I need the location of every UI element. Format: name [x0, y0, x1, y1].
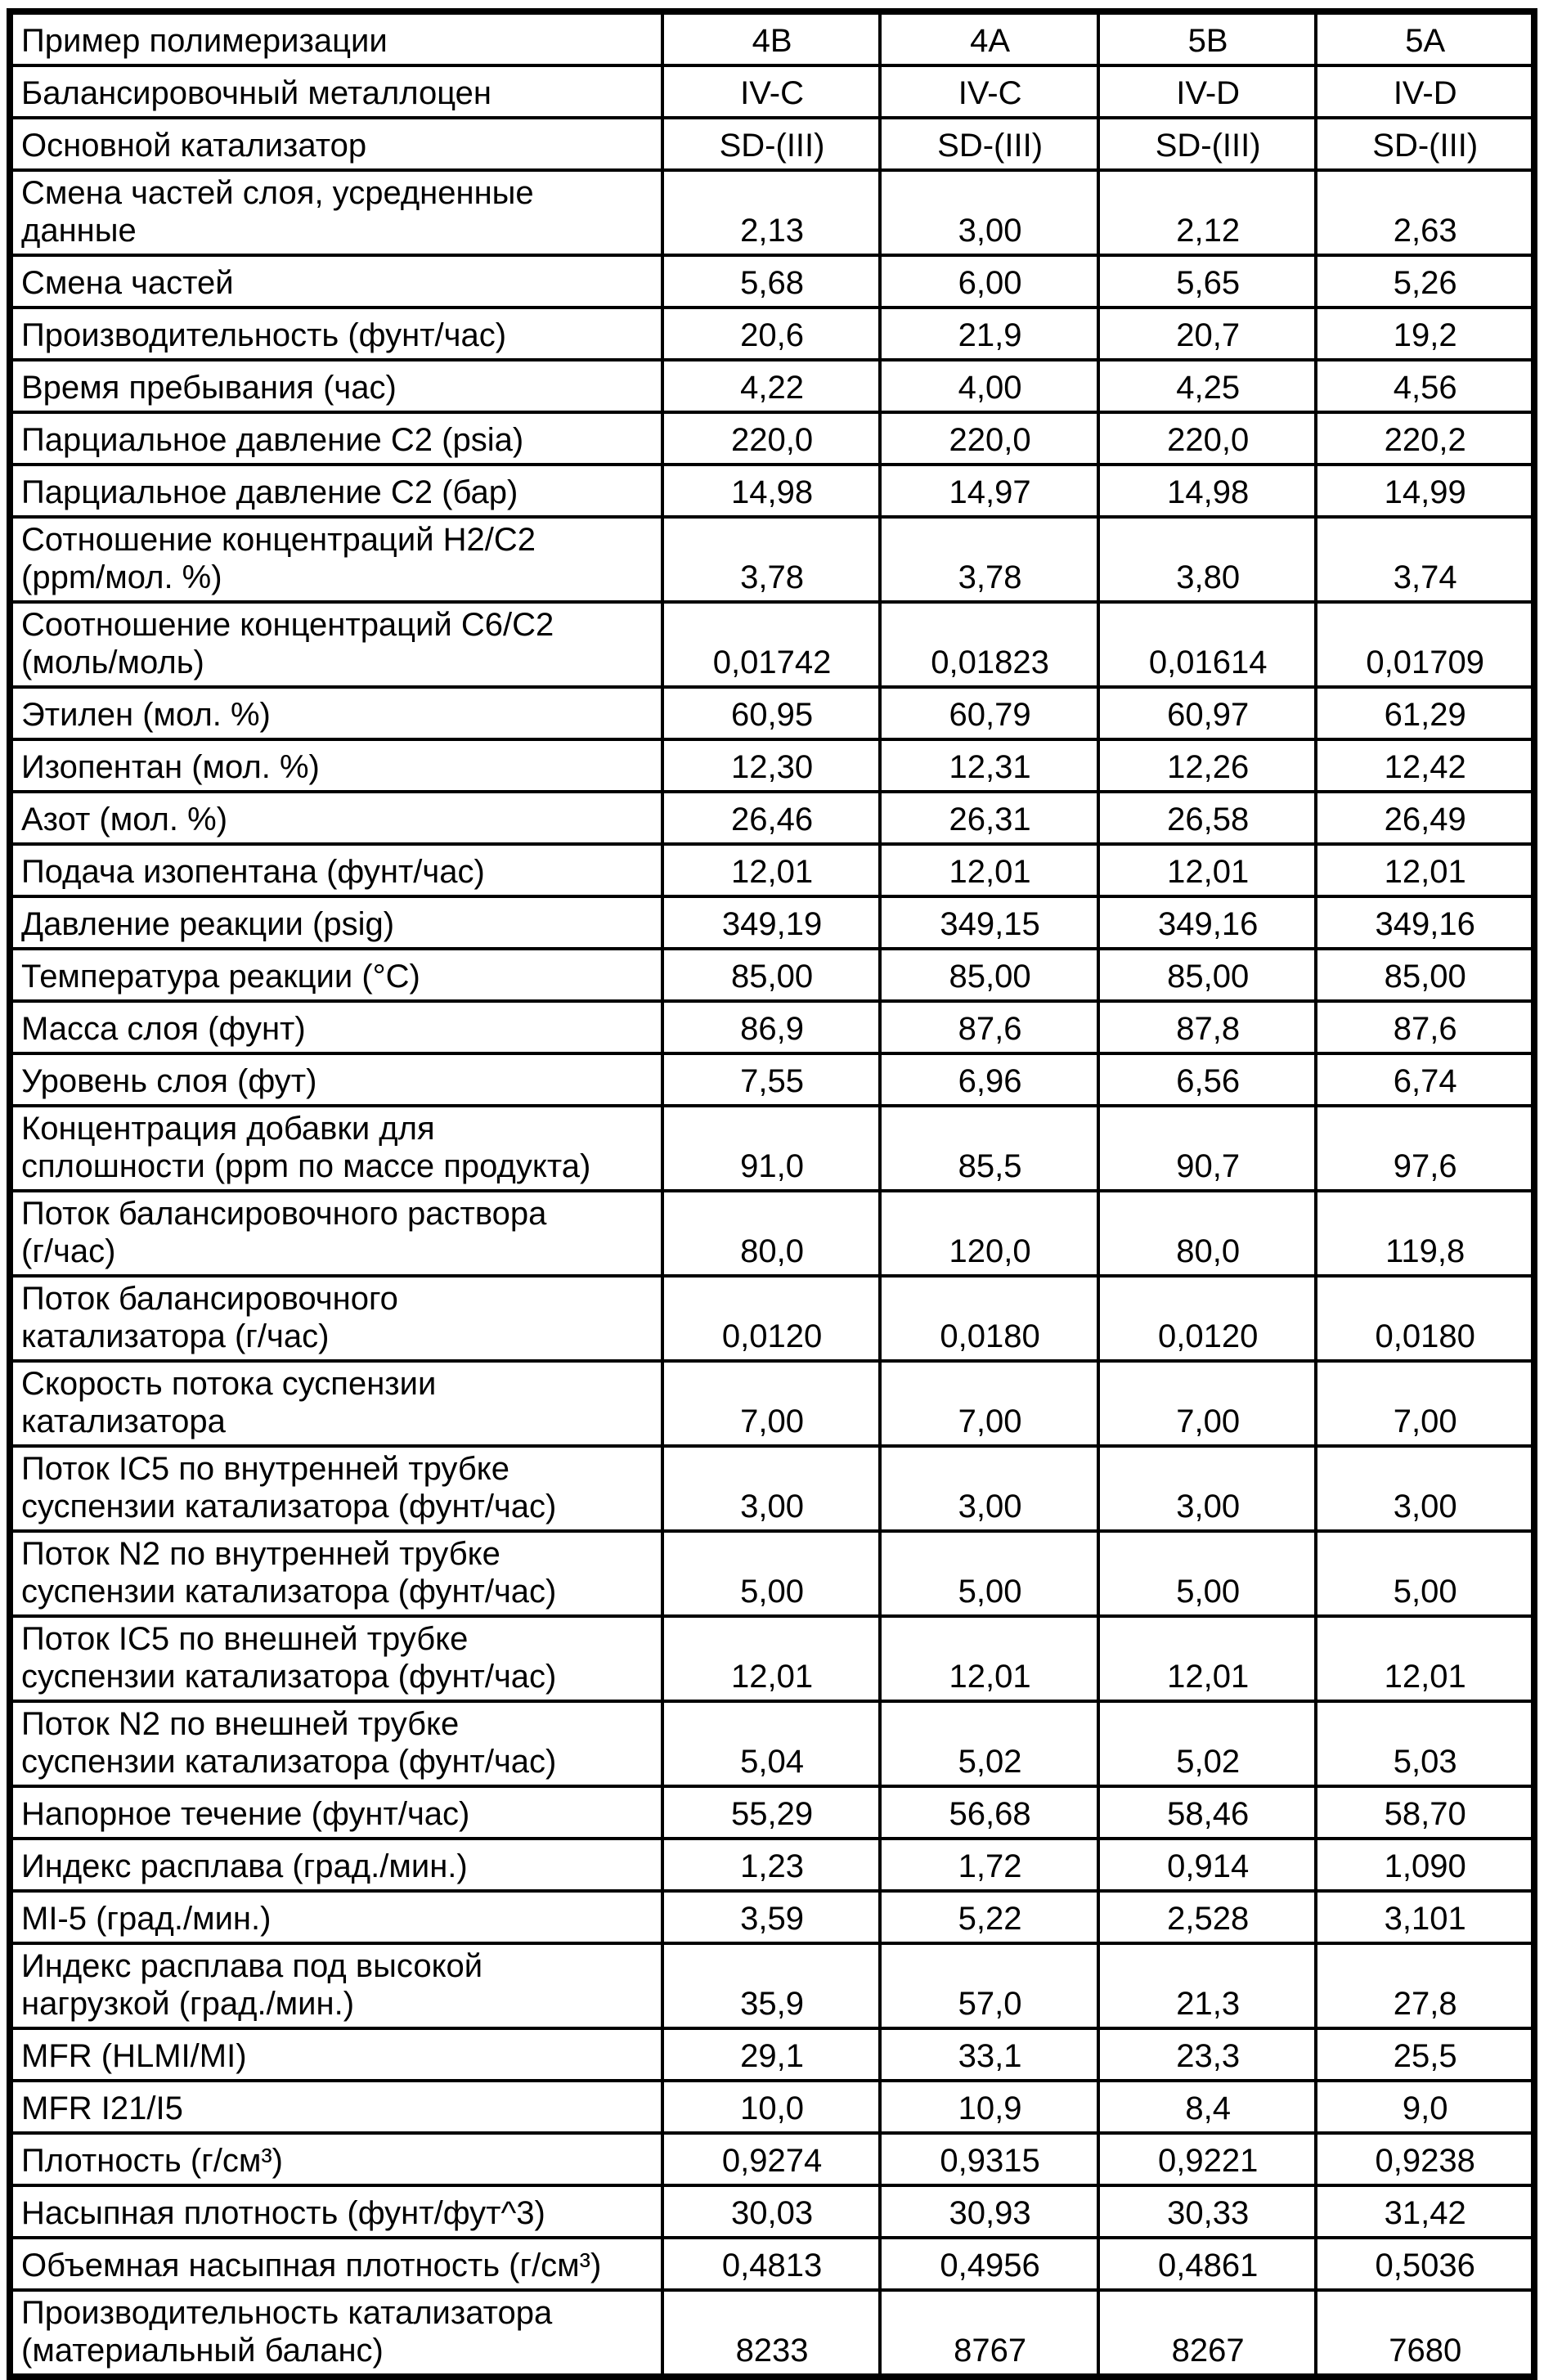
row-label: Объемная насыпная плотность (г/см³) — [10, 2238, 662, 2290]
cell-value: 220,0 — [662, 412, 881, 465]
cell-value: 12,01 — [880, 1616, 1098, 1701]
cell-value: 3,00 — [1316, 1446, 1534, 1531]
table-row — [10, 2185, 1534, 2238]
cell-value: 2,63 — [1316, 170, 1534, 255]
cell-value: 12,01 — [662, 1616, 881, 1701]
cell-value: 6,56 — [1098, 1053, 1317, 1106]
polymerization-data-table — [7, 8, 1537, 2380]
cell-value: 2,528 — [1098, 1891, 1317, 1943]
cell-value: 3,00 — [1098, 1446, 1317, 1531]
cell-value: 58,70 — [1316, 1786, 1534, 1839]
cell-value: 31,42 — [1316, 2185, 1534, 2238]
row-label: Изопентан (мол. %) — [10, 739, 662, 792]
row-label: Скорость потока суспензии катализатора — [10, 1361, 662, 1446]
cell-value: 4,00 — [880, 360, 1098, 412]
cell-value: 5B — [1098, 11, 1317, 65]
cell-value: 85,00 — [1316, 949, 1534, 1001]
table-row — [10, 2133, 1534, 2185]
table-row — [10, 1839, 1534, 1891]
row-label: Поток IC5 по внутренней трубке суспензии катализатора (фунт/час) — [10, 1446, 662, 1531]
table-row — [10, 792, 1534, 844]
table-row — [10, 65, 1534, 118]
cell-value: 5,04 — [662, 1701, 881, 1786]
cell-value: 5,00 — [662, 1531, 881, 1616]
cell-value: 4,25 — [1098, 360, 1317, 412]
cell-value: 349,15 — [880, 896, 1098, 949]
row-label: Насыпная плотность (фунт/фут^3) — [10, 2185, 662, 2238]
table-row — [10, 465, 1534, 517]
cell-value: 0,4813 — [662, 2238, 881, 2290]
cell-value: 12,01 — [880, 844, 1098, 896]
table-row — [10, 602, 1534, 687]
table-row — [10, 844, 1534, 896]
row-label: Производительность катализатора (материальный баланс) — [10, 2290, 662, 2377]
cell-value: 7,00 — [1098, 1361, 1317, 1446]
cell-value: 21,9 — [880, 308, 1098, 360]
row-label: Поток N2 по внутренней трубке суспензии катализатора (фунт/час) — [10, 1531, 662, 1616]
table-row — [10, 1446, 1534, 1531]
table-row — [10, 1531, 1534, 1616]
cell-value: 4A — [880, 11, 1098, 65]
cell-value: 4B — [662, 11, 881, 65]
cell-value: SD-(III) — [662, 118, 881, 170]
cell-value: 21,3 — [1098, 1943, 1317, 2028]
cell-value: 12,01 — [1098, 1616, 1317, 1701]
row-label: Температура реакции (°C) — [10, 949, 662, 1001]
cell-value: 30,33 — [1098, 2185, 1317, 2238]
cell-value: 3,80 — [1098, 517, 1317, 602]
cell-value: 220,0 — [880, 412, 1098, 465]
cell-value: 8267 — [1098, 2290, 1317, 2377]
cell-value: SD-(III) — [1316, 118, 1534, 170]
row-label: Масса слоя (фунт) — [10, 1001, 662, 1053]
cell-value: 2,12 — [1098, 170, 1317, 255]
cell-value: 12,01 — [1098, 844, 1317, 896]
cell-value: 87,6 — [880, 1001, 1098, 1053]
row-label: Соотношение концентраций C6/C2 (моль/моль) — [10, 602, 662, 687]
table-row — [10, 896, 1534, 949]
cell-value: 5,02 — [1098, 1701, 1317, 1786]
row-label: Уровень слоя (фут) — [10, 1053, 662, 1106]
table-row — [10, 11, 1534, 65]
cell-value: 119,8 — [1316, 1191, 1534, 1276]
cell-value: 12,42 — [1316, 739, 1534, 792]
cell-value: 26,49 — [1316, 792, 1534, 844]
row-label: Индекс расплава под высокой нагрузкой (град./мин.) — [10, 1943, 662, 2028]
cell-value: 4,22 — [662, 360, 881, 412]
cell-value: 4,56 — [1316, 360, 1534, 412]
cell-value: 5,22 — [880, 1891, 1098, 1943]
cell-value: 349,19 — [662, 896, 881, 949]
table-row — [10, 1191, 1534, 1276]
table-row — [10, 1001, 1534, 1053]
cell-value: 14,98 — [1098, 465, 1317, 517]
table-row — [10, 1891, 1534, 1943]
cell-value: 6,74 — [1316, 1053, 1534, 1106]
row-label: Поток N2 по внешней трубке суспензии катализатора (фунт/час) — [10, 1701, 662, 1786]
cell-value: 25,5 — [1316, 2028, 1534, 2081]
table-row — [10, 118, 1534, 170]
cell-value: 87,6 — [1316, 1001, 1534, 1053]
cell-value: 0,01742 — [662, 602, 881, 687]
cell-value: 2,13 — [662, 170, 881, 255]
cell-value: 35,9 — [662, 1943, 881, 2028]
table-row — [10, 687, 1534, 739]
cell-value: IV-D — [1316, 65, 1534, 118]
cell-value: 3,00 — [880, 1446, 1098, 1531]
row-label: Напорное течение (фунт/час) — [10, 1786, 662, 1839]
cell-value: 5,00 — [1316, 1531, 1534, 1616]
cell-value: 60,95 — [662, 687, 881, 739]
cell-value: 0,01709 — [1316, 602, 1534, 687]
cell-value: 56,68 — [880, 1786, 1098, 1839]
cell-value: 0,0180 — [880, 1276, 1098, 1361]
table-row — [10, 412, 1534, 465]
table-row — [10, 308, 1534, 360]
row-label: Смена частей — [10, 255, 662, 308]
table-row — [10, 1106, 1534, 1191]
cell-value: 0,0180 — [1316, 1276, 1534, 1361]
row-label: Индекс расплава (град./мин.) — [10, 1839, 662, 1891]
cell-value: 86,9 — [662, 1001, 881, 1053]
cell-value: 5,00 — [880, 1531, 1098, 1616]
cell-value: 0,9274 — [662, 2133, 881, 2185]
cell-value: 8233 — [662, 2290, 881, 2377]
row-label: MI-5 (град./мин.) — [10, 1891, 662, 1943]
cell-value: 12,01 — [1316, 844, 1534, 896]
cell-value: 6,96 — [880, 1053, 1098, 1106]
cell-value: 30,03 — [662, 2185, 881, 2238]
table-row — [10, 517, 1534, 602]
cell-value: 5,68 — [662, 255, 881, 308]
cell-value: 3,59 — [662, 1891, 881, 1943]
cell-value: 23,3 — [1098, 2028, 1317, 2081]
cell-value: 6,00 — [880, 255, 1098, 308]
cell-value: 20,6 — [662, 308, 881, 360]
cell-value: 0,01614 — [1098, 602, 1317, 687]
table-row — [10, 2290, 1534, 2377]
cell-value: 19,2 — [1316, 308, 1534, 360]
cell-value: 0,9238 — [1316, 2133, 1534, 2185]
cell-value: 27,8 — [1316, 1943, 1534, 2028]
row-label: Основной катализатор — [10, 118, 662, 170]
table-row — [10, 1786, 1534, 1839]
cell-value: 0,01823 — [880, 602, 1098, 687]
cell-value: 26,58 — [1098, 792, 1317, 844]
table-row — [10, 1361, 1534, 1446]
cell-value: 10,0 — [662, 2081, 881, 2133]
cell-value: 5,65 — [1098, 255, 1317, 308]
cell-value: 0,9221 — [1098, 2133, 1317, 2185]
table-row — [10, 170, 1534, 255]
cell-value: 7,00 — [1316, 1361, 1534, 1446]
cell-value: SD-(III) — [880, 118, 1098, 170]
cell-value: 26,46 — [662, 792, 881, 844]
table-row — [10, 1701, 1534, 1786]
cell-value: 14,97 — [880, 465, 1098, 517]
table-row — [10, 2028, 1534, 2081]
cell-value: 90,7 — [1098, 1106, 1317, 1191]
cell-value: 1,090 — [1316, 1839, 1534, 1891]
row-label: Этилен (мол. %) — [10, 687, 662, 739]
table-row — [10, 739, 1534, 792]
table-row — [10, 1616, 1534, 1701]
cell-value: IV-C — [880, 65, 1098, 118]
cell-value: 80,0 — [1098, 1191, 1317, 1276]
cell-value: 220,2 — [1316, 412, 1534, 465]
table-row — [10, 2238, 1534, 2290]
cell-value: 0,0120 — [662, 1276, 881, 1361]
cell-value: 12,01 — [662, 844, 881, 896]
cell-value: 85,00 — [880, 949, 1098, 1001]
row-label: Смена частей слоя, усредненные данные — [10, 170, 662, 255]
cell-value: 5A — [1316, 11, 1534, 65]
cell-value: 30,93 — [880, 2185, 1098, 2238]
cell-value: 3,78 — [880, 517, 1098, 602]
cell-value: 3,101 — [1316, 1891, 1534, 1943]
table-row — [10, 360, 1534, 412]
cell-value: 1,23 — [662, 1839, 881, 1891]
cell-value: 220,0 — [1098, 412, 1317, 465]
cell-value: IV-D — [1098, 65, 1317, 118]
cell-value: 120,0 — [880, 1191, 1098, 1276]
cell-value: 58,46 — [1098, 1786, 1317, 1839]
cell-value: 10,9 — [880, 2081, 1098, 2133]
cell-value: SD-(III) — [1098, 118, 1317, 170]
cell-value: 3,00 — [880, 170, 1098, 255]
cell-value: 5,03 — [1316, 1701, 1534, 1786]
row-label: Концентрация добавки для сплошности (ppm по массе продукта) — [10, 1106, 662, 1191]
cell-value: 85,5 — [880, 1106, 1098, 1191]
cell-value: 3,74 — [1316, 517, 1534, 602]
cell-value: 97,6 — [1316, 1106, 1534, 1191]
cell-value: 12,26 — [1098, 739, 1317, 792]
cell-value: 85,00 — [662, 949, 881, 1001]
row-label: Поток балансировочного раствора (г/час) — [10, 1191, 662, 1276]
cell-value: 55,29 — [662, 1786, 881, 1839]
cell-value: 9,0 — [1316, 2081, 1534, 2133]
row-label: Поток IC5 по внешней трубке суспензии катализатора (фунт/час) — [10, 1616, 662, 1701]
table-body — [10, 11, 1534, 2377]
cell-value: 14,98 — [662, 465, 881, 517]
row-label: MFR I21/I5 — [10, 2081, 662, 2133]
cell-value: 8,4 — [1098, 2081, 1317, 2133]
cell-value: 33,1 — [880, 2028, 1098, 2081]
table-row — [10, 949, 1534, 1001]
table-row — [10, 1276, 1534, 1361]
row-label: Пример полимеризации — [10, 11, 662, 65]
cell-value: 3,78 — [662, 517, 881, 602]
cell-value: 0,0120 — [1098, 1276, 1317, 1361]
row-label: Парциальное давление C2 (psia) — [10, 412, 662, 465]
row-label: Сотношение концентраций H2/C2 (ppm/мол. %) — [10, 517, 662, 602]
cell-value: 0,4956 — [880, 2238, 1098, 2290]
cell-value: 5,00 — [1098, 1531, 1317, 1616]
row-label: Поток балансировочного катализатора (г/час) — [10, 1276, 662, 1361]
cell-value: 87,8 — [1098, 1001, 1317, 1053]
cell-value: 20,7 — [1098, 308, 1317, 360]
row-label: Давление реакции (psig) — [10, 896, 662, 949]
cell-value: 0,9315 — [880, 2133, 1098, 2185]
table-row — [10, 2081, 1534, 2133]
cell-value: 0,4861 — [1098, 2238, 1317, 2290]
table-row — [10, 1943, 1534, 2028]
cell-value: IV-C — [662, 65, 881, 118]
cell-value: 7,00 — [880, 1361, 1098, 1446]
cell-value: 5,26 — [1316, 255, 1534, 308]
table-row — [10, 255, 1534, 308]
cell-value: 3,00 — [662, 1446, 881, 1531]
cell-value: 60,79 — [880, 687, 1098, 739]
cell-value: 85,00 — [1098, 949, 1317, 1001]
cell-value: 14,99 — [1316, 465, 1534, 517]
cell-value: 61,29 — [1316, 687, 1534, 739]
cell-value: 1,72 — [880, 1839, 1098, 1891]
cell-value: 349,16 — [1316, 896, 1534, 949]
cell-value: 7,00 — [662, 1361, 881, 1446]
row-label: Плотность (г/см³) — [10, 2133, 662, 2185]
cell-value: 7680 — [1316, 2290, 1534, 2377]
row-label: Балансировочный металлоцен — [10, 65, 662, 118]
row-label: Время пребывания (час) — [10, 360, 662, 412]
row-label: Подача изопентана (фунт/час) — [10, 844, 662, 896]
cell-value: 57,0 — [880, 1943, 1098, 2028]
cell-value: 12,31 — [880, 739, 1098, 792]
cell-value: 8767 — [880, 2290, 1098, 2377]
cell-value: 12,30 — [662, 739, 881, 792]
row-label: Азот (мол. %) — [10, 792, 662, 844]
cell-value: 5,02 — [880, 1701, 1098, 1786]
cell-value: 7,55 — [662, 1053, 881, 1106]
row-label: Производительность (фунт/час) — [10, 308, 662, 360]
cell-value: 91,0 — [662, 1106, 881, 1191]
cell-value: 349,16 — [1098, 896, 1317, 949]
row-label: Парциальное давление C2 (бар) — [10, 465, 662, 517]
cell-value: 26,31 — [880, 792, 1098, 844]
cell-value: 60,97 — [1098, 687, 1317, 739]
cell-value: 0,5036 — [1316, 2238, 1534, 2290]
cell-value: 12,01 — [1316, 1616, 1534, 1701]
table-row — [10, 1053, 1534, 1106]
cell-value: 0,914 — [1098, 1839, 1317, 1891]
cell-value: 80,0 — [662, 1191, 881, 1276]
cell-value: 29,1 — [662, 2028, 881, 2081]
row-label: MFR (HLMI/MI) — [10, 2028, 662, 2081]
